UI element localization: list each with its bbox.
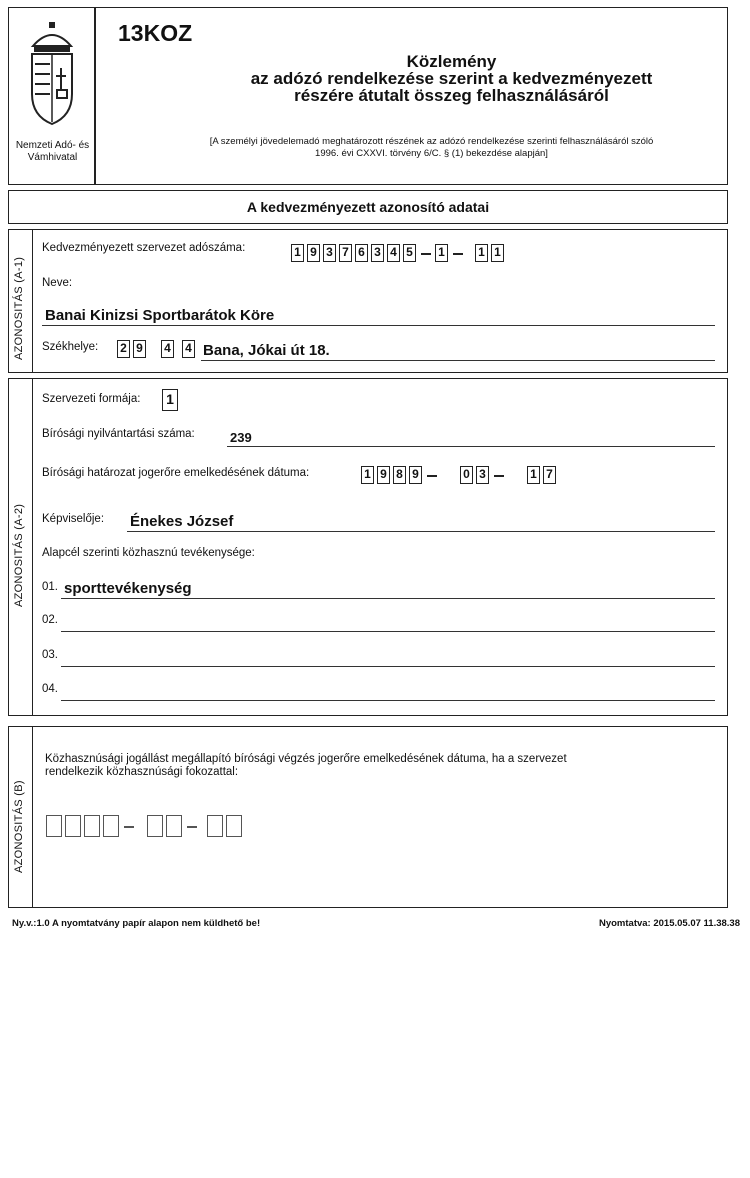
court-date-digit[interactable]: 8 [393, 466, 406, 484]
tax-digit[interactable]: 5 [403, 244, 416, 262]
public-benefit-date-digit[interactable] [84, 815, 100, 837]
form-title: Közlemény [406, 52, 497, 71]
tax-digit[interactable]: 4 [387, 244, 400, 262]
tax-digit[interactable]: 3 [323, 244, 336, 262]
activity-label: Alapcél szerinti közhasznú tevékenysége: [42, 547, 255, 559]
seat-label: Székhelye: [42, 341, 99, 353]
court-reg-label: Bírósági nyilvántartási száma: [42, 428, 195, 440]
postal-digit[interactable]: 2 [117, 340, 130, 358]
postal-digit[interactable]: 4 [182, 340, 195, 358]
agency-box [8, 7, 95, 185]
tax-digit[interactable]: 1 [291, 244, 304, 262]
activity-num: 01. [42, 581, 58, 593]
legal-basis-line2: 1996. évi CXXVI. törvény 6/C. § (1) bekezdése alapján] [315, 148, 548, 159]
agency-name: Nemzeti Adó- és Vámhivatal [15, 140, 90, 163]
section-b [8, 726, 728, 908]
title-box [95, 7, 728, 185]
b-text-line1: Közhasznúsági jogállást megállapító bírósági végzés jogerőre emelkedésének dátuma, ha a szervezet [45, 753, 567, 765]
legal-basis-line1: [A személyi jövedelemadó meghatározott részének az adózó rendelkezése szerinti felhasználásáról szóló [209, 136, 654, 147]
footer-version: Ny.v.:1.0 A nyomtatvány papír alapon nem küldhető be! [12, 918, 261, 929]
section-a2 [8, 378, 728, 716]
tax-digit[interactable]: 9 [307, 244, 320, 262]
a2-side-label: AZONOSITÁS (A-2) [13, 503, 25, 607]
form-title-line3: részére átutalt összeg felhasználásáról [294, 86, 609, 105]
seat-value[interactable]: Bana, Jókai út 18. [203, 342, 330, 359]
court-date-digit[interactable]: 3 [476, 466, 489, 484]
court-date-digit[interactable]: 0 [460, 466, 473, 484]
postal-digit[interactable]: 4 [161, 340, 174, 358]
activity-value[interactable]: sporttevékenység [64, 580, 192, 597]
tax-number-label: Kedvezményezett szervezet adószáma: [42, 242, 246, 254]
form-code: 13KOZ [118, 20, 193, 46]
a1-side-label: AZONOSITÁS (A-1) [13, 256, 25, 360]
tax-digit[interactable]: 1 [491, 244, 504, 262]
section-a1 [8, 229, 728, 373]
tax-digit[interactable]: 3 [371, 244, 384, 262]
court-date-digit[interactable]: 7 [543, 466, 556, 484]
org-form-value[interactable]: 1 [162, 389, 178, 411]
court-date-digit[interactable]: 9 [377, 466, 390, 484]
section-heading-box [8, 190, 728, 224]
public-benefit-date-digit[interactable] [207, 815, 223, 837]
tax-digit[interactable]: 6 [355, 244, 368, 262]
public-benefit-date-digit[interactable] [46, 815, 62, 837]
section-heading: A kedvezményezett azonosító adatai [246, 199, 490, 215]
postal-digit[interactable]: 9 [133, 340, 146, 358]
b-side-label: AZONOSITÁS (B) [13, 780, 25, 873]
org-form-label: Szervezeti formája: [42, 393, 141, 405]
form-title-line2: az adózó rendelkezése szerint a kedvezményezett [250, 69, 653, 88]
coat-of-arms-icon [25, 18, 79, 138]
b-text-line2: rendelkezik közhasznúsági fokozattal: [45, 766, 239, 778]
court-date-digit[interactable]: 1 [527, 466, 540, 484]
activity-num: 03. [42, 649, 58, 661]
activity-num: 02. [42, 614, 58, 626]
public-benefit-date-digit[interactable] [147, 815, 163, 837]
court-date-digit[interactable]: 9 [409, 466, 422, 484]
public-benefit-date-digit[interactable] [226, 815, 242, 837]
name-label: Neve: [42, 277, 73, 289]
footer-printed: Nyomtatva: 2015.05.07 11.38.38 [598, 918, 740, 929]
tax-digit[interactable]: 1 [435, 244, 448, 262]
court-date-label: Bírósági határozat jogerőre emelkedésének dátuma: [42, 467, 310, 479]
rep-label: Képviselője: [42, 513, 105, 525]
rep-value[interactable]: Énekes József [130, 513, 234, 530]
tax-digit[interactable]: 7 [339, 244, 352, 262]
court-reg-value[interactable]: 239 [230, 430, 252, 445]
public-benefit-date-digit[interactable] [103, 815, 119, 837]
activity-num: 04. [42, 683, 58, 695]
public-benefit-date-digit[interactable] [166, 815, 182, 837]
court-date-digit[interactable]: 1 [361, 466, 374, 484]
name-value[interactable]: Banai Kinizsi Sportbarátok Köre [45, 307, 275, 324]
public-benefit-date-digit[interactable] [65, 815, 81, 837]
tax-digit[interactable]: 1 [475, 244, 488, 262]
